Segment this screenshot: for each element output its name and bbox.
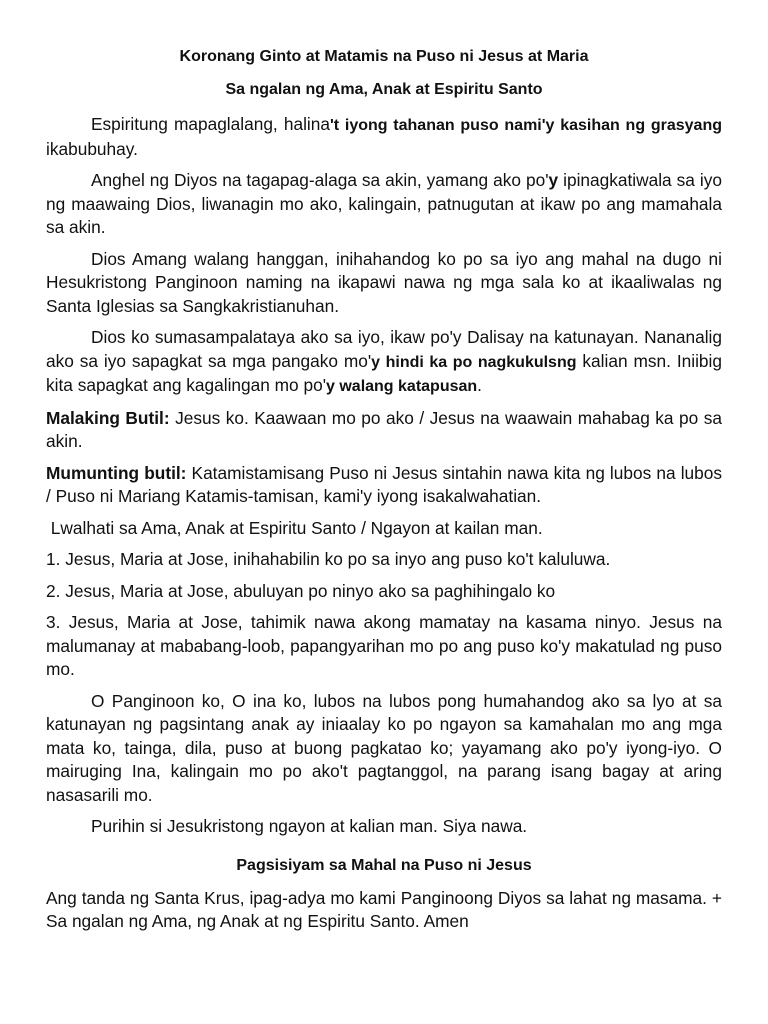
prayer-faith-hope-love — [46, 326, 722, 399]
text-run: ikabubuhay. — [46, 138, 138, 159]
prayer-offering: Dios Amang walang hanggan, inihahandog ko po sa iyo ang mahal na dugo ni Hesukristong Panginoon naming na ikapawi nawa ng mga sala ko at ikaaliwalas ng Santa Iglesias sa Sangkakristianuhan. — [46, 248, 722, 316]
glory-be: Lwalhati sa Ama, Anak at Espiritu Santo / Ngayon at kailan man. — [46, 517, 543, 538]
section-title: Pagsisiyam sa Mahal na Puso ni Jesus — [236, 856, 532, 874]
bold-run: 't iyong tahanan puso nami'y kasihan ng grasyang — [329, 117, 723, 134]
prayer-guardian-angel — [46, 169, 722, 240]
document-title: Koronang Ginto at Matamis na Puso ni Jesus at Maria — [179, 48, 589, 65]
list-item: 3. Jesus, Maria at Jose, tahimik nawa akong mamatay na kasama ninyo. Jesus na malumanay at mababang-loob, papangyarihan mo po ang puso ko'y makatulad ng puso mo. — [46, 612, 722, 679]
text-run: Dios ko sumasampalataya ako sa iyo, ikaw po'y Dalisay na katunayan. Nananalig ako sa iyo sapagkat sa mga pangako mo' — [46, 327, 722, 371]
prayer-holy-spirit — [46, 113, 722, 161]
prayer-sign-of-cross: Ang tanda ng Santa Krus, ipag-adya mo kami Panginoong Diyos sa lahat ng masama. + Sa ngalan ng Ama, ng Anak at ng Espiritu Santo. Amen — [46, 887, 722, 931]
list-item: 2. Jesus, Maria at Jose, abuluyan po ninyo ako sa paghihingalo ko — [46, 580, 556, 601]
list-item: 1. Jesus, Maria at Jose, inihahabilin ko po sa inyo ang puso ko't kaluluwa. — [46, 549, 611, 569]
text-run: . — [477, 375, 482, 395]
small-bead-text: Katamistamisang Puso ni Jesus sintahin nawa kita ng lubos na lubos / Puso ni Mariang Katamis-tamisan, kami'y iyong isakalwahatian. — [46, 462, 723, 506]
bold-run: y — [548, 170, 559, 190]
bold-run: y walang katapusan — [326, 378, 478, 395]
large-bead-label: Malaking Butil: — [46, 407, 170, 428]
text-run: kalian msn. Iniibig kita sapagkat ang kagalingan mo po' — [46, 350, 722, 395]
prayer-praise: Purihin si Jesukristong ngayon at kalian man. Siya nawa. — [91, 816, 528, 836]
text-run: Espiritung mapaglalang, halina — [91, 114, 330, 134]
bold-run: y hindi ka po nagkukulsng — [371, 353, 577, 371]
text-run: Anghel ng Diyos na tagapag-alaga sa akin, yamang ako po' — [91, 170, 549, 190]
text-run: ipinagkatiwala sa iyo ng maawaing Dios, liwanagin mo ako, kalingain, patnugutan at ikaw po ang mamahala sa akin. — [46, 170, 722, 237]
prayer-consecration: O Panginoon ko, O ina ko, lubos na lubos pong humahandog ako sa lyo at sa katunayan ng pagsintang anak ay iniaalay ko po ngayon sa kamahalan mo ang mga mata ko, tainga, dila, puso at buong pagkatao ko; yayamang ako po'y iyong-iyo. O mairuging Ina, kalingain mo po ako't pagtanggol, na parang isang bagay at aring nasasarili mo. — [46, 690, 722, 805]
small-bead-instruction — [46, 462, 722, 509]
small-bead-label: Mumunting butil: — [46, 462, 187, 483]
large-bead-text: Jesus ko. Kaawaan mo po ako / Jesus na waawain mahabag ka po sa akin. — [46, 407, 722, 451]
document-subtitle: Sa ngalan ng Ama, Anak at Espiritu Santo — [225, 81, 543, 98]
large-bead-instruction — [46, 407, 722, 454]
